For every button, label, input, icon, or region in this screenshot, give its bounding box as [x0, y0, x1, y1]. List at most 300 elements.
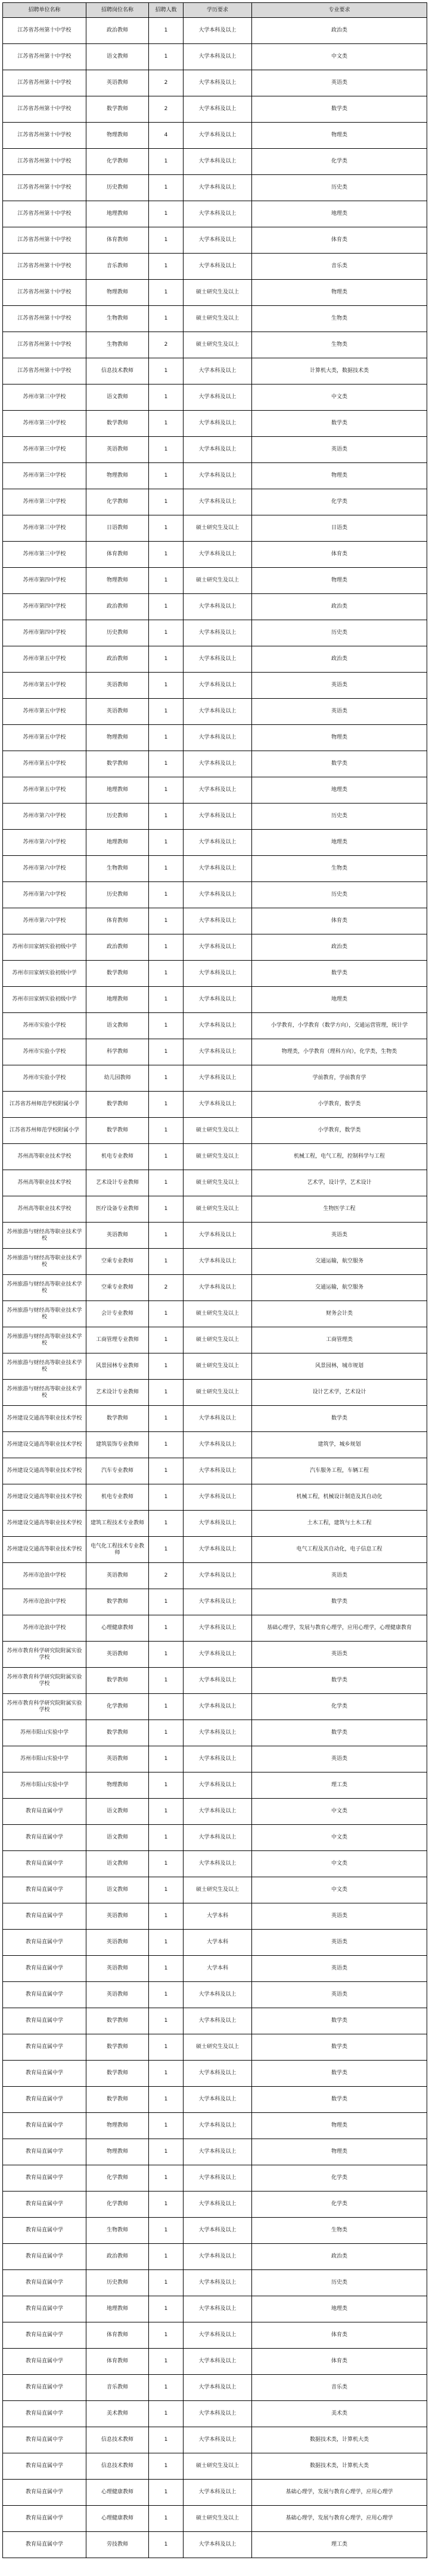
cell-education: 大学本科及以上 [184, 934, 252, 961]
cell-major: 基础心理学，发展与教育心理学，应用心理学 [252, 2506, 427, 2532]
cell-major: 地理类 [252, 987, 427, 1013]
column-header-major: 专业要求 [252, 3, 427, 18]
cell-unit: 教育局直属中学 [3, 2244, 86, 2270]
cell-position: 历史教师 [86, 882, 149, 908]
cell-major: 数学类 [252, 751, 427, 777]
cell-major: 生物医学工程 [252, 1196, 427, 1223]
cell-major: 体育类 [252, 2349, 427, 2375]
cell-position: 音乐教师 [86, 2375, 149, 2401]
cell-education: 大学本科及以上 [184, 2270, 252, 2296]
cell-position: 生物教师 [86, 2218, 149, 2244]
cell-position: 空乘专业教师 [86, 1275, 149, 1301]
cell-unit: 教育局直属中学 [3, 2506, 86, 2532]
cell-education: 大学本科及以上 [184, 70, 252, 96]
cell-unit: 教育局直属中学 [3, 2480, 86, 2506]
cell-education: 硕士研究生及以上 [184, 1327, 252, 1353]
cell-unit: 教育局直属中学 [3, 2453, 86, 2480]
cell-count: 1 [149, 2349, 184, 2375]
cell-major: 化学类 [252, 149, 427, 175]
cell-unit: 教育局直属中学 [3, 2296, 86, 2322]
cell-position: 化学教师 [86, 149, 149, 175]
cell-major: 计算机大类，数据技术类 [252, 358, 427, 384]
cell-count: 1 [149, 1458, 184, 1484]
table-row [3, 463, 427, 489]
cell-education: 大学本科及以上 [184, 201, 252, 227]
cell-position: 化学教师 [86, 2165, 149, 2192]
table-row [3, 1563, 427, 1589]
cell-major: 数学类 [252, 96, 427, 123]
cell-position: 数学教师 [86, 1720, 149, 1746]
cell-major: 地理类 [252, 777, 427, 804]
cell-unit: 教育局直属中学 [3, 2270, 86, 2296]
cell-major: 英语类 [252, 1982, 427, 2008]
cell-education: 大学本科及以上 [184, 1511, 252, 1537]
cell-education: 大学本科及以上 [184, 1406, 252, 1432]
cell-position: 日语教师 [86, 515, 149, 542]
cell-unit: 苏州市第六中学校 [3, 908, 86, 934]
table-row [3, 1956, 427, 1982]
table-row [3, 2401, 427, 2427]
cell-major: 生物类 [252, 332, 427, 358]
cell-major: 英语类 [252, 699, 427, 725]
cell-unit: 苏州建设交通高等职业技术学校 [3, 1537, 86, 1563]
cell-count: 1 [149, 594, 184, 620]
table-row [3, 934, 427, 961]
cell-unit: 教育局直属中学 [3, 2087, 86, 2113]
cell-count: 1 [149, 1144, 184, 1170]
cell-position: 医疗设备专业教师 [86, 1196, 149, 1223]
cell-count: 1 [149, 1065, 184, 1092]
cell-position: 会计专业教师 [86, 1301, 149, 1327]
cell-major: 美术类 [252, 2401, 427, 2427]
column-header-count: 招聘人数 [149, 3, 184, 18]
cell-education: 大学本科及以上 [184, 777, 252, 804]
table-row [3, 987, 427, 1013]
cell-position: 幼儿园教师 [86, 1065, 149, 1092]
cell-unit: 苏州市田家炳实验初级中学 [3, 934, 86, 961]
cell-major: 中文类 [252, 1851, 427, 1877]
cell-position: 信息技术教师 [86, 2453, 149, 2480]
cell-education: 大学本科及以上 [184, 1092, 252, 1118]
cell-count: 1 [149, 1668, 184, 1694]
cell-education: 大学本科及以上 [184, 2322, 252, 2349]
cell-major: 历史类 [252, 882, 427, 908]
cell-position: 体育教师 [86, 2349, 149, 2375]
cell-count: 1 [149, 830, 184, 856]
cell-unit: 苏州市第四中学校 [3, 594, 86, 620]
cell-education: 硕士研究生及以上 [184, 1380, 252, 1406]
cell-major: 中文类 [252, 1799, 427, 1825]
table-row [3, 18, 427, 44]
cell-count: 1 [149, 2165, 184, 2192]
cell-unit: 江苏省苏州第十中学校 [3, 149, 86, 175]
cell-count: 1 [149, 2322, 184, 2349]
table-row [3, 1249, 427, 1275]
cell-unit: 教育局直属中学 [3, 2427, 86, 2453]
cell-education: 大学本科及以上 [184, 384, 252, 411]
cell-position: 政治教师 [86, 18, 149, 44]
table-row [3, 1615, 427, 1642]
cell-education: 大学本科及以上 [184, 1589, 252, 1615]
table-row [3, 1432, 427, 1458]
cell-position: 英语教师 [86, 1223, 149, 1249]
cell-unit: 教育局直属中学 [3, 2532, 86, 2558]
cell-unit: 教育局直属中学 [3, 1799, 86, 1825]
table-row [3, 620, 427, 646]
table-row [3, 1982, 427, 2008]
cell-unit: 苏州建设交通高等职业技术学校 [3, 1484, 86, 1511]
cell-unit: 苏州旅游与财经高等职业技术学校 [3, 1223, 86, 1249]
table-row [3, 149, 427, 175]
table-row [3, 2034, 427, 2061]
cell-education: 大学本科及以上 [184, 2480, 252, 2506]
cell-major: 中文类 [252, 44, 427, 70]
cell-unit: 江苏省苏州第十中学校 [3, 96, 86, 123]
cell-position: 数学教师 [86, 751, 149, 777]
cell-education: 大学本科及以上 [184, 2061, 252, 2087]
cell-position: 空乘专业教师 [86, 1249, 149, 1275]
table-row [3, 1511, 427, 1537]
cell-education: 大学本科及以上 [184, 463, 252, 489]
table-row [3, 1772, 427, 1799]
table-row [3, 2532, 427, 2558]
cell-position: 英语教师 [86, 1563, 149, 1589]
cell-position: 数学教师 [86, 1406, 149, 1432]
cell-position: 心理健康教师 [86, 2506, 149, 2532]
cell-count: 1 [149, 1118, 184, 1144]
cell-major: 体育类 [252, 542, 427, 568]
cell-major: 生物类 [252, 856, 427, 882]
cell-education: 大学本科及以上 [184, 227, 252, 254]
cell-unit: 苏州旅游与财经高等职业技术学校 [3, 1301, 86, 1327]
cell-count: 1 [149, 254, 184, 280]
cell-major: 小学教育，小学教育（数学方向），交通运营管理，统计学 [252, 1013, 427, 1039]
cell-education: 大学本科及以上 [184, 1432, 252, 1458]
cell-count: 1 [149, 961, 184, 987]
cell-education: 大学本科及以上 [184, 2218, 252, 2244]
cell-education: 大学本科及以上 [184, 882, 252, 908]
cell-position: 政治教师 [86, 646, 149, 673]
cell-position: 体育教师 [86, 2322, 149, 2349]
cell-position: 地理教师 [86, 2296, 149, 2322]
cell-position: 语文教师 [86, 1851, 149, 1877]
cell-education: 大学本科及以上 [184, 44, 252, 70]
cell-count: 1 [149, 1380, 184, 1406]
cell-count: 1 [149, 2453, 184, 2480]
cell-count: 1 [149, 515, 184, 542]
cell-count: 1 [149, 620, 184, 646]
cell-unit: 教育局直属中学 [3, 2192, 86, 2218]
cell-position: 物理教师 [86, 463, 149, 489]
cell-position: 数学教师 [86, 1118, 149, 1144]
table-row [3, 306, 427, 332]
cell-count: 2 [149, 1563, 184, 1589]
cell-unit: 苏州市教育科学研究院附属实验学校 [3, 1668, 86, 1694]
cell-position: 劳技教师 [86, 2532, 149, 2558]
cell-unit: 教育局直属中学 [3, 1930, 86, 1956]
cell-major: 物理类 [252, 2113, 427, 2139]
cell-position: 历史教师 [86, 175, 149, 201]
cell-count: 1 [149, 18, 184, 44]
cell-education: 大学本科及以上 [184, 1982, 252, 2008]
cell-unit: 苏州旅游与财经高等职业技术学校 [3, 1249, 86, 1275]
cell-count: 1 [149, 1642, 184, 1668]
cell-position: 物理教师 [86, 2113, 149, 2139]
table-row [3, 411, 427, 437]
cell-unit: 江苏省苏州第十中学校 [3, 280, 86, 306]
cell-education: 大学本科及以上 [184, 699, 252, 725]
cell-education: 大学本科及以上 [184, 1720, 252, 1746]
cell-major: 音乐类 [252, 2375, 427, 2401]
cell-major: 财务会计类 [252, 1301, 427, 1327]
table-row [3, 1327, 427, 1353]
cell-position: 数学教师 [86, 1668, 149, 1694]
cell-count: 1 [149, 2034, 184, 2061]
cell-position: 英语教师 [86, 437, 149, 463]
cell-education: 大学本科及以上 [184, 358, 252, 384]
cell-count: 1 [149, 201, 184, 227]
cell-unit: 苏州市实验小学校 [3, 1039, 86, 1065]
cell-unit: 江苏省苏州第十中学校 [3, 227, 86, 254]
cell-major: 生物类 [252, 306, 427, 332]
cell-unit: 苏州市第五中学校 [3, 673, 86, 699]
cell-major: 建筑学，城乡规划 [252, 1432, 427, 1458]
cell-position: 物理教师 [86, 123, 149, 149]
cell-unit: 苏州市第四中学校 [3, 620, 86, 646]
cell-position: 英语教师 [86, 70, 149, 96]
cell-major: 数据技术类，计算机大类 [252, 2453, 427, 2480]
cell-count: 1 [149, 1432, 184, 1458]
cell-unit: 教育局直属中学 [3, 1851, 86, 1877]
cell-education: 大学本科及以上 [184, 1484, 252, 1511]
cell-education: 硕士研究生及以上 [184, 1877, 252, 1903]
cell-unit: 苏州市第三中学校 [3, 463, 86, 489]
table-row [3, 1799, 427, 1825]
cell-position: 英语教师 [86, 1903, 149, 1930]
cell-unit: 苏州高等职业技术学校 [3, 1170, 86, 1196]
cell-unit: 苏州市第五中学校 [3, 777, 86, 804]
table-row [3, 1013, 427, 1039]
cell-unit: 江苏省苏州第十中学校 [3, 306, 86, 332]
cell-count: 1 [149, 934, 184, 961]
cell-count: 1 [149, 1039, 184, 1065]
table-row [3, 804, 427, 830]
cell-major: 数学类 [252, 1668, 427, 1694]
cell-count: 1 [149, 1772, 184, 1799]
cell-major: 地理类 [252, 201, 427, 227]
cell-unit: 教育局直属中学 [3, 1982, 86, 2008]
cell-count: 1 [149, 1170, 184, 1196]
cell-position: 化学教师 [86, 489, 149, 515]
cell-education: 大学本科及以上 [184, 1039, 252, 1065]
cell-education: 大学本科及以上 [184, 1772, 252, 1799]
table-row [3, 384, 427, 411]
cell-unit: 苏州市第五中学校 [3, 699, 86, 725]
cell-major: 政治类 [252, 2244, 427, 2270]
cell-major: 中文类 [252, 1825, 427, 1851]
cell-major: 地理类 [252, 2296, 427, 2322]
cell-unit: 教育局直属中学 [3, 2349, 86, 2375]
header-row [3, 3, 427, 18]
cell-education: 大学本科及以上 [184, 1851, 252, 1877]
cell-education: 大学本科及以上 [184, 961, 252, 987]
table-row [3, 1458, 427, 1484]
cell-count: 1 [149, 2218, 184, 2244]
cell-major: 数学类 [252, 1720, 427, 1746]
cell-major: 数学类 [252, 2061, 427, 2087]
cell-count: 2 [149, 1275, 184, 1301]
cell-count: 1 [149, 2532, 184, 2558]
cell-count: 1 [149, 411, 184, 437]
cell-count: 1 [149, 1353, 184, 1380]
cell-major: 历史类 [252, 804, 427, 830]
cell-major: 数学类 [252, 1589, 427, 1615]
cell-count: 1 [149, 2087, 184, 2113]
table-row [3, 646, 427, 673]
table-row [3, 777, 427, 804]
cell-position: 风景园林专业教师 [86, 1353, 149, 1380]
cell-count: 1 [149, 1877, 184, 1903]
table-row [3, 1903, 427, 1930]
cell-count: 1 [149, 1930, 184, 1956]
table-row [3, 1406, 427, 1432]
cell-education: 大学本科及以上 [184, 254, 252, 280]
cell-position: 历史教师 [86, 620, 149, 646]
cell-count: 1 [149, 1537, 184, 1563]
cell-position: 化学教师 [86, 2192, 149, 2218]
cell-major: 物理类 [252, 123, 427, 149]
table-row [3, 1642, 427, 1668]
cell-education: 大学本科及以上 [184, 1249, 252, 1275]
cell-unit: 江苏省苏州第十中学校 [3, 332, 86, 358]
cell-education: 大学本科及以上 [184, 18, 252, 44]
table-row [3, 2322, 427, 2349]
cell-unit: 苏州市田家炳实验初级中学 [3, 987, 86, 1013]
cell-major: 体育类 [252, 908, 427, 934]
table-row [3, 1746, 427, 1772]
cell-major: 地理类 [252, 830, 427, 856]
cell-position: 政治教师 [86, 934, 149, 961]
table-row [3, 1877, 427, 1903]
cell-position: 信息技术教师 [86, 358, 149, 384]
cell-education: 硕士研究生及以上 [184, 2506, 252, 2532]
cell-education: 硕士研究生及以上 [184, 1353, 252, 1380]
cell-education: 大学本科 [184, 1956, 252, 1982]
cell-major: 政治类 [252, 594, 427, 620]
cell-count: 1 [149, 1013, 184, 1039]
cell-unit: 苏州市第三中学校 [3, 489, 86, 515]
cell-education: 大学本科及以上 [184, 646, 252, 673]
cell-count: 1 [149, 44, 184, 70]
cell-major: 生物类 [252, 2218, 427, 2244]
table-row [3, 1065, 427, 1092]
cell-major: 交通运输，航空服务 [252, 1275, 427, 1301]
cell-count: 1 [149, 175, 184, 201]
cell-major: 体育类 [252, 2322, 427, 2349]
cell-count: 1 [149, 725, 184, 751]
cell-position: 数学教师 [86, 2087, 149, 2113]
table-row [3, 751, 427, 777]
cell-unit: 教育局直属中学 [3, 2034, 86, 2061]
cell-education: 大学本科及以上 [184, 856, 252, 882]
cell-unit: 江苏省苏州第十中学校 [3, 123, 86, 149]
cell-count: 1 [149, 1615, 184, 1642]
cell-major: 工商管理类 [252, 1327, 427, 1353]
cell-education: 大学本科及以上 [184, 2532, 252, 2558]
cell-education: 大学本科及以上 [184, 96, 252, 123]
cell-position: 英语教师 [86, 1746, 149, 1772]
table-row [3, 1851, 427, 1877]
cell-major: 数学类 [252, 1406, 427, 1432]
cell-unit: 苏州市第三中学校 [3, 515, 86, 542]
cell-education: 大学本科及以上 [184, 987, 252, 1013]
cell-position: 英语教师 [86, 699, 149, 725]
cell-position: 体育教师 [86, 227, 149, 254]
cell-count: 1 [149, 1982, 184, 2008]
cell-unit: 苏州市第六中学校 [3, 882, 86, 908]
cell-unit: 苏州市第六中学校 [3, 830, 86, 856]
cell-education: 硕士研究生及以上 [184, 1118, 252, 1144]
cell-unit: 苏州建设交通高等职业技术学校 [3, 1432, 86, 1458]
table-header [3, 3, 427, 18]
cell-major: 英语类 [252, 437, 427, 463]
cell-major: 小学教育，数学类 [252, 1092, 427, 1118]
cell-position: 语文教师 [86, 1825, 149, 1851]
cell-unit: 教育局直属中学 [3, 2322, 86, 2349]
table-row [3, 2008, 427, 2034]
cell-count: 1 [149, 1825, 184, 1851]
cell-position: 艺术设计专业教师 [86, 1380, 149, 1406]
table-row [3, 123, 427, 149]
table-row [3, 1668, 427, 1694]
table-row [3, 1196, 427, 1223]
cell-position: 语文教师 [86, 1799, 149, 1825]
table-row [3, 1118, 427, 1144]
cell-major: 英语类 [252, 1746, 427, 1772]
cell-unit: 苏州市第六中学校 [3, 804, 86, 830]
cell-education: 大学本科 [184, 1903, 252, 1930]
table-row [3, 96, 427, 123]
cell-position: 体育教师 [86, 908, 149, 934]
cell-unit: 苏州市阳山实验中学 [3, 1720, 86, 1746]
table-row [3, 1092, 427, 1118]
cell-count: 1 [149, 384, 184, 411]
cell-position: 汽车专业教师 [86, 1458, 149, 1484]
cell-unit: 教育局直属中学 [3, 1877, 86, 1903]
cell-education: 大学本科及以上 [184, 1537, 252, 1563]
cell-unit: 苏州建设交通高等职业技术学校 [3, 1458, 86, 1484]
cell-education: 大学本科及以上 [184, 1642, 252, 1668]
cell-unit: 苏州市第五中学校 [3, 646, 86, 673]
table-row [3, 2270, 427, 2296]
cell-major: 机械工程，电气工程，控制科学与工程 [252, 1144, 427, 1170]
cell-major: 物理类 [252, 2139, 427, 2165]
cell-count: 1 [149, 908, 184, 934]
table-row [3, 1170, 427, 1196]
cell-count: 1 [149, 280, 184, 306]
cell-education: 大学本科及以上 [184, 673, 252, 699]
table-row [3, 358, 427, 384]
table-row [3, 908, 427, 934]
cell-count: 1 [149, 1327, 184, 1353]
cell-unit: 教育局直属中学 [3, 2375, 86, 2401]
cell-position: 艺术设计专业教师 [86, 1170, 149, 1196]
cell-major: 英语类 [252, 1642, 427, 1668]
cell-count: 1 [149, 2427, 184, 2453]
cell-major: 政治类 [252, 934, 427, 961]
table-body [3, 18, 427, 2558]
cell-count: 1 [149, 2008, 184, 2034]
